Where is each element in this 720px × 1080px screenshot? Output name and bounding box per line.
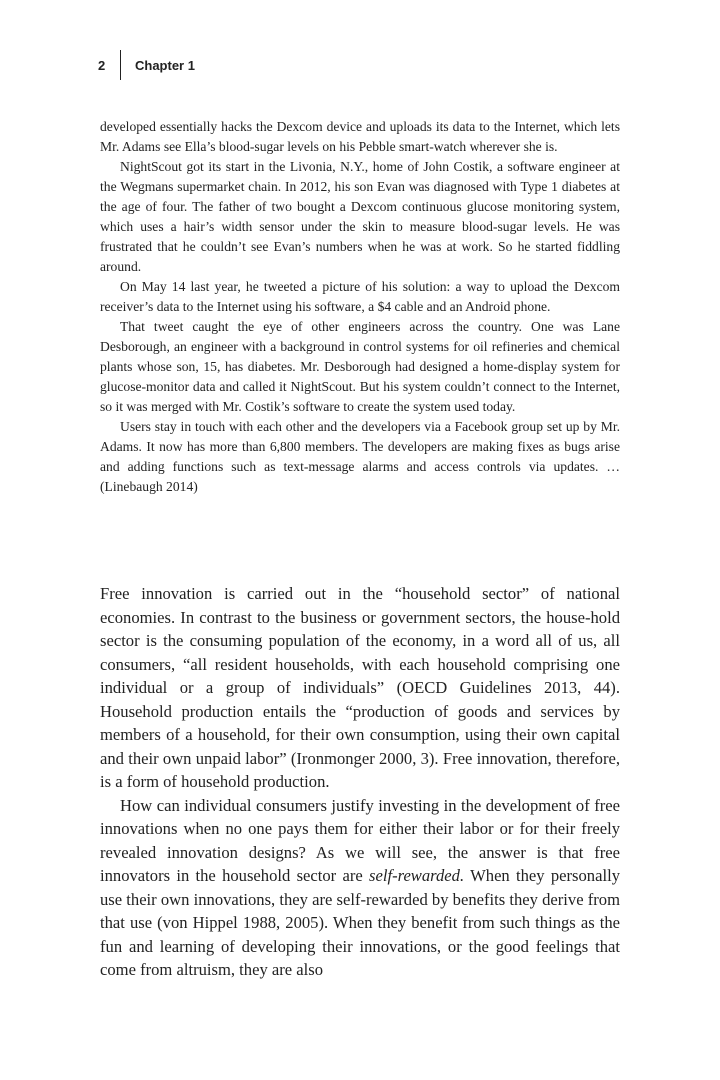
block-quote [100,117,620,497]
body-paragraph [100,794,620,982]
quote-paragraph: On May 14 last year, he tweeted a picture of his solution: a way to upload the Dexcom receiver’s data to the Internet using his software, a $4 cable and an Android phone. [100,279,620,314]
quote-paragraph: Users stay in touch with each other and the developers via a Facebook group set up by Mr. Adams. It now has more than 6,800 members. The developers are making fixes as bugs arise and adding functions such as text-message alarms and access controls via updates. … (Linebaugh 2014) [100,419,620,494]
running-header [98,50,195,80]
body-text-run: How can individual consumers justify investing in the development of free innovations when no one pays them for either their labor or for their freely revealed innovation designs? As we will see, the answer is that free innovators in the household sector are [100,795,620,885]
header-divider [120,50,121,80]
body-text-run: When they personally use their own innovations, they are self-rewarded by benefits they derive from that use (von Hippel 1988, 2005). When they benefit from such things as the fun and learning of developing their innovations, or the good feelings that come from altruism, they are also [100,866,620,979]
emphasis-text: self-rewarded. [369,866,465,885]
quote-paragraph: NightScout got its start in the Livonia, N.Y., home of John Costik, a software engineer at the Wegmans supermarket chain. In 2012, his son Evan was diagnosed with Type 1 diabetes at the age of four. The father of two bought a Dexcom continuous glucose monitoring system, which uses a hair’s width sensor under the skin to measure blood-sugar levels. He was frustrated that he couldn’t see Evan’s numbers when he was at work. So he started fiddling around. [100,159,620,274]
page-number: 2 [98,57,106,73]
quote-paragraph: That tweet caught the eye of other engineers across the country. One was Lane Desborough, an engineer with a background in control systems for oil refineries and chemical plants whose son, 15, has diabetes. Mr. Desborough had designed a home-display system for glucose-monitor data and called it NightScout. But his system couldn’t connect to the Internet, so it was merged with Mr. Costik’s software to create the system used today. [100,319,620,414]
body-paragraph: Free innovation is carried out in the “household sector” of national economies. In contrast to the business or government sectors, the house-hold sector is the consuming population of the economy, in a word all of us, all consumers, “all resident households, with each household comprising one individual or a group of individuals” (OECD Guidelines 2013, 44). Household production entails the “production of goods and services by members of a household, for their own consumption, using their own capital and their own unpaid labor” (Ironmonger 2000, 3). Free innovation, therefore, is a form of household production. [100,584,620,791]
body-text [100,582,620,982]
quote-paragraph: developed essentially hacks the Dexcom device and uploads its data to the Internet, which lets Mr. Adams see Ella’s blood-sugar levels on his Pebble smart-watch wherever she is. [100,119,620,154]
chapter-title: Chapter 1 [135,57,195,73]
